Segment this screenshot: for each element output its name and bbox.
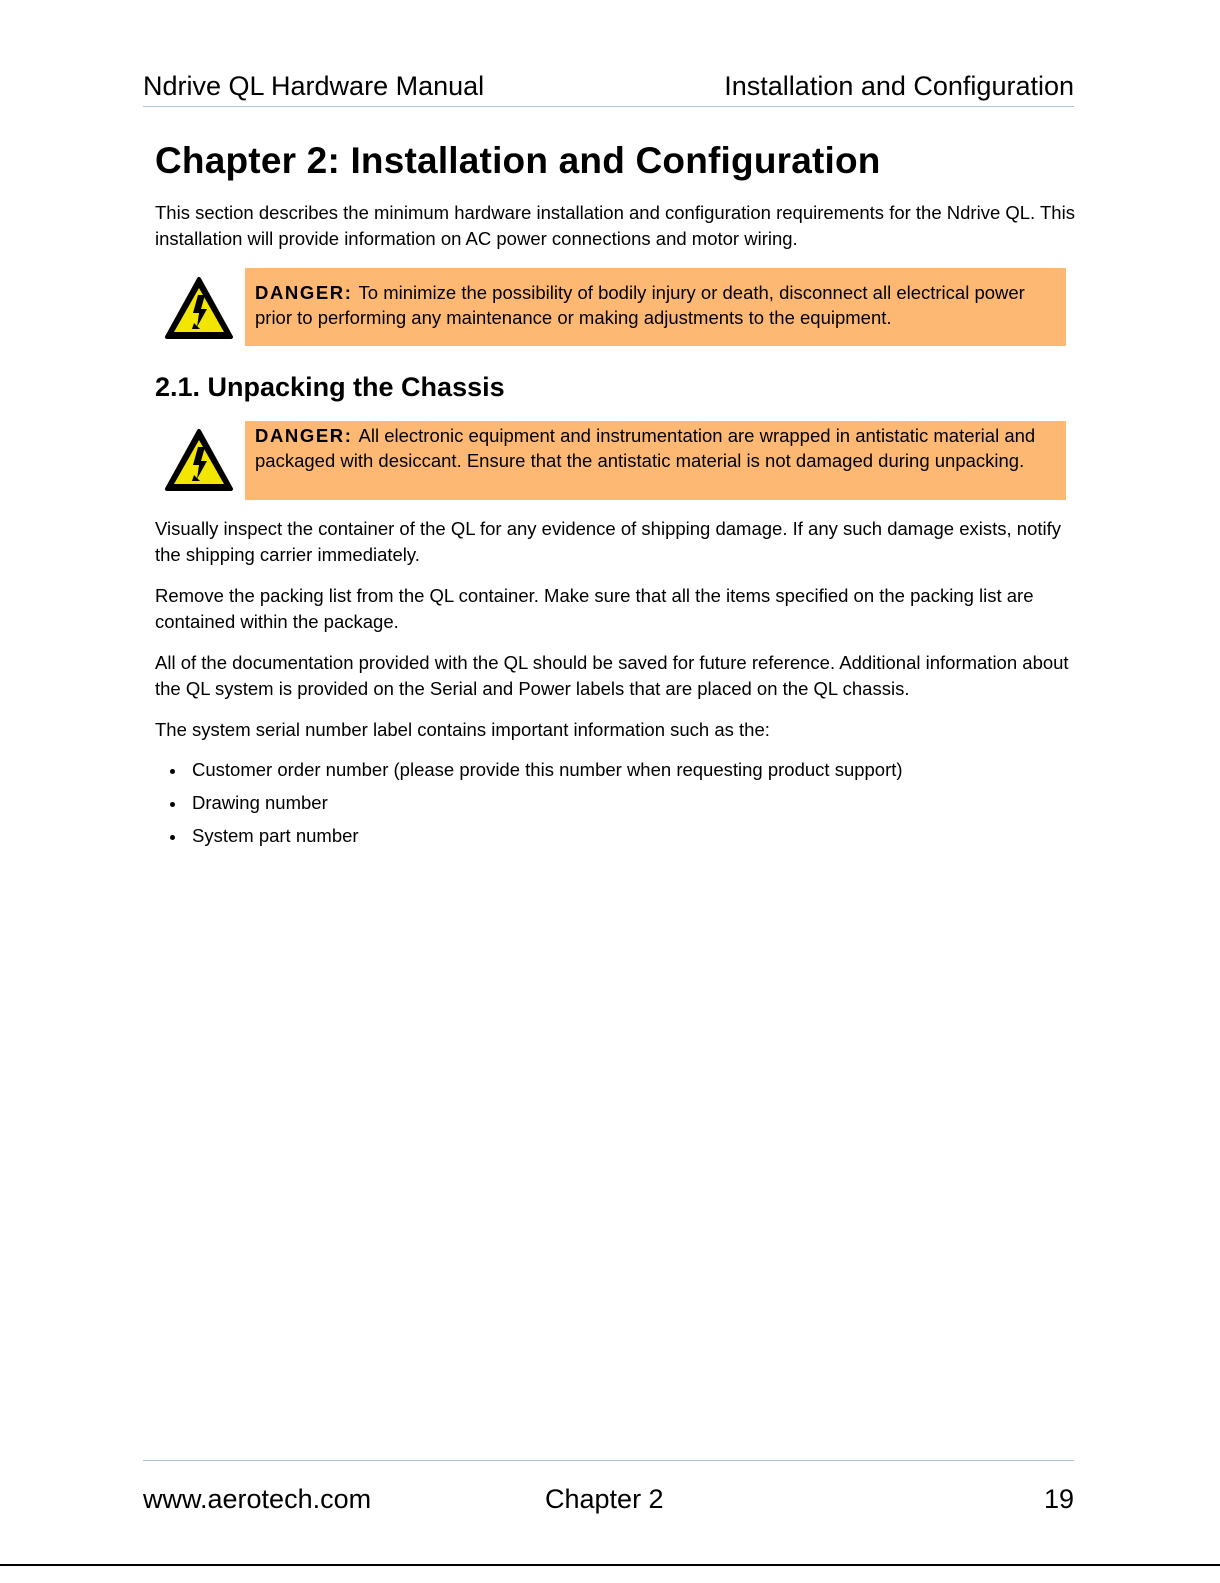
electrical-hazard-icon	[164, 276, 234, 340]
danger-label: DANGER:	[255, 425, 353, 446]
paragraph: Visually inspect the container of the QL for any evidence of shipping damage. If any such damage exists, notify the shipping carrier immediately.	[155, 518, 1062, 565]
section-header-title: Installation and Configuration	[724, 71, 1074, 101]
electrical-hazard-icon	[164, 428, 234, 492]
manual-title: Ndrive QL Hardware Manual	[143, 71, 485, 101]
page-number: 19	[1043, 1484, 1074, 1514]
serial-label-info-list	[155, 757, 903, 856]
bullet-icon	[170, 802, 175, 807]
intro-paragraph: This section describes the minimum hardware installation and configuration requirements for the Ndrive QL. This installation will provide information on AC power connections and motor wiring.	[155, 202, 1075, 249]
bullet-icon	[170, 835, 175, 840]
page-header	[143, 68, 1074, 107]
page-bottom-border	[0, 1564, 1220, 1566]
paragraph: The system serial number label contains important information such as the:	[155, 719, 770, 740]
list-item-text: Drawing number	[192, 792, 328, 813]
danger-text: All electronic equipment and instrumentation are wrapped in antistatic material and packaged with desiccant. Ensure that the antistatic material is not damaged during unpacking.	[255, 425, 1036, 471]
danger-notice-power	[245, 268, 1066, 346]
danger-text: To minimize the possibility of bodily injury or death, disconnect all electrical power prior to performing any maintenance or making adjustments to the equipment.	[255, 282, 1025, 328]
bullet-icon	[170, 769, 175, 774]
list-item	[155, 823, 903, 856]
section-title: 2.1. Unpacking the Chassis	[155, 372, 505, 402]
danger-label: DANGER:	[255, 282, 353, 303]
chapter-title: Chapter 2: Installation and Configuration	[155, 140, 881, 181]
paragraph: Remove the packing list from the QL container. Make sure that all the items specified on the packing list are contained within the package.	[155, 585, 1034, 632]
website-link[interactable]: www.aerotech.com	[143, 1484, 372, 1514]
danger-notice-antistatic	[245, 421, 1066, 500]
footer-chapter: Chapter 2	[545, 1484, 664, 1514]
page-footer	[143, 1460, 1074, 1521]
list-item	[155, 757, 903, 790]
list-item	[155, 790, 903, 823]
list-item-text: System part number	[192, 825, 359, 846]
paragraph: All of the documentation provided with the QL should be saved for future reference. Additional information about the QL system is provided on the Serial and Power labels that are placed on the QL chassis.	[155, 652, 1069, 699]
list-item-text: Customer order number (please provide this number when requesting product support)	[192, 759, 903, 780]
